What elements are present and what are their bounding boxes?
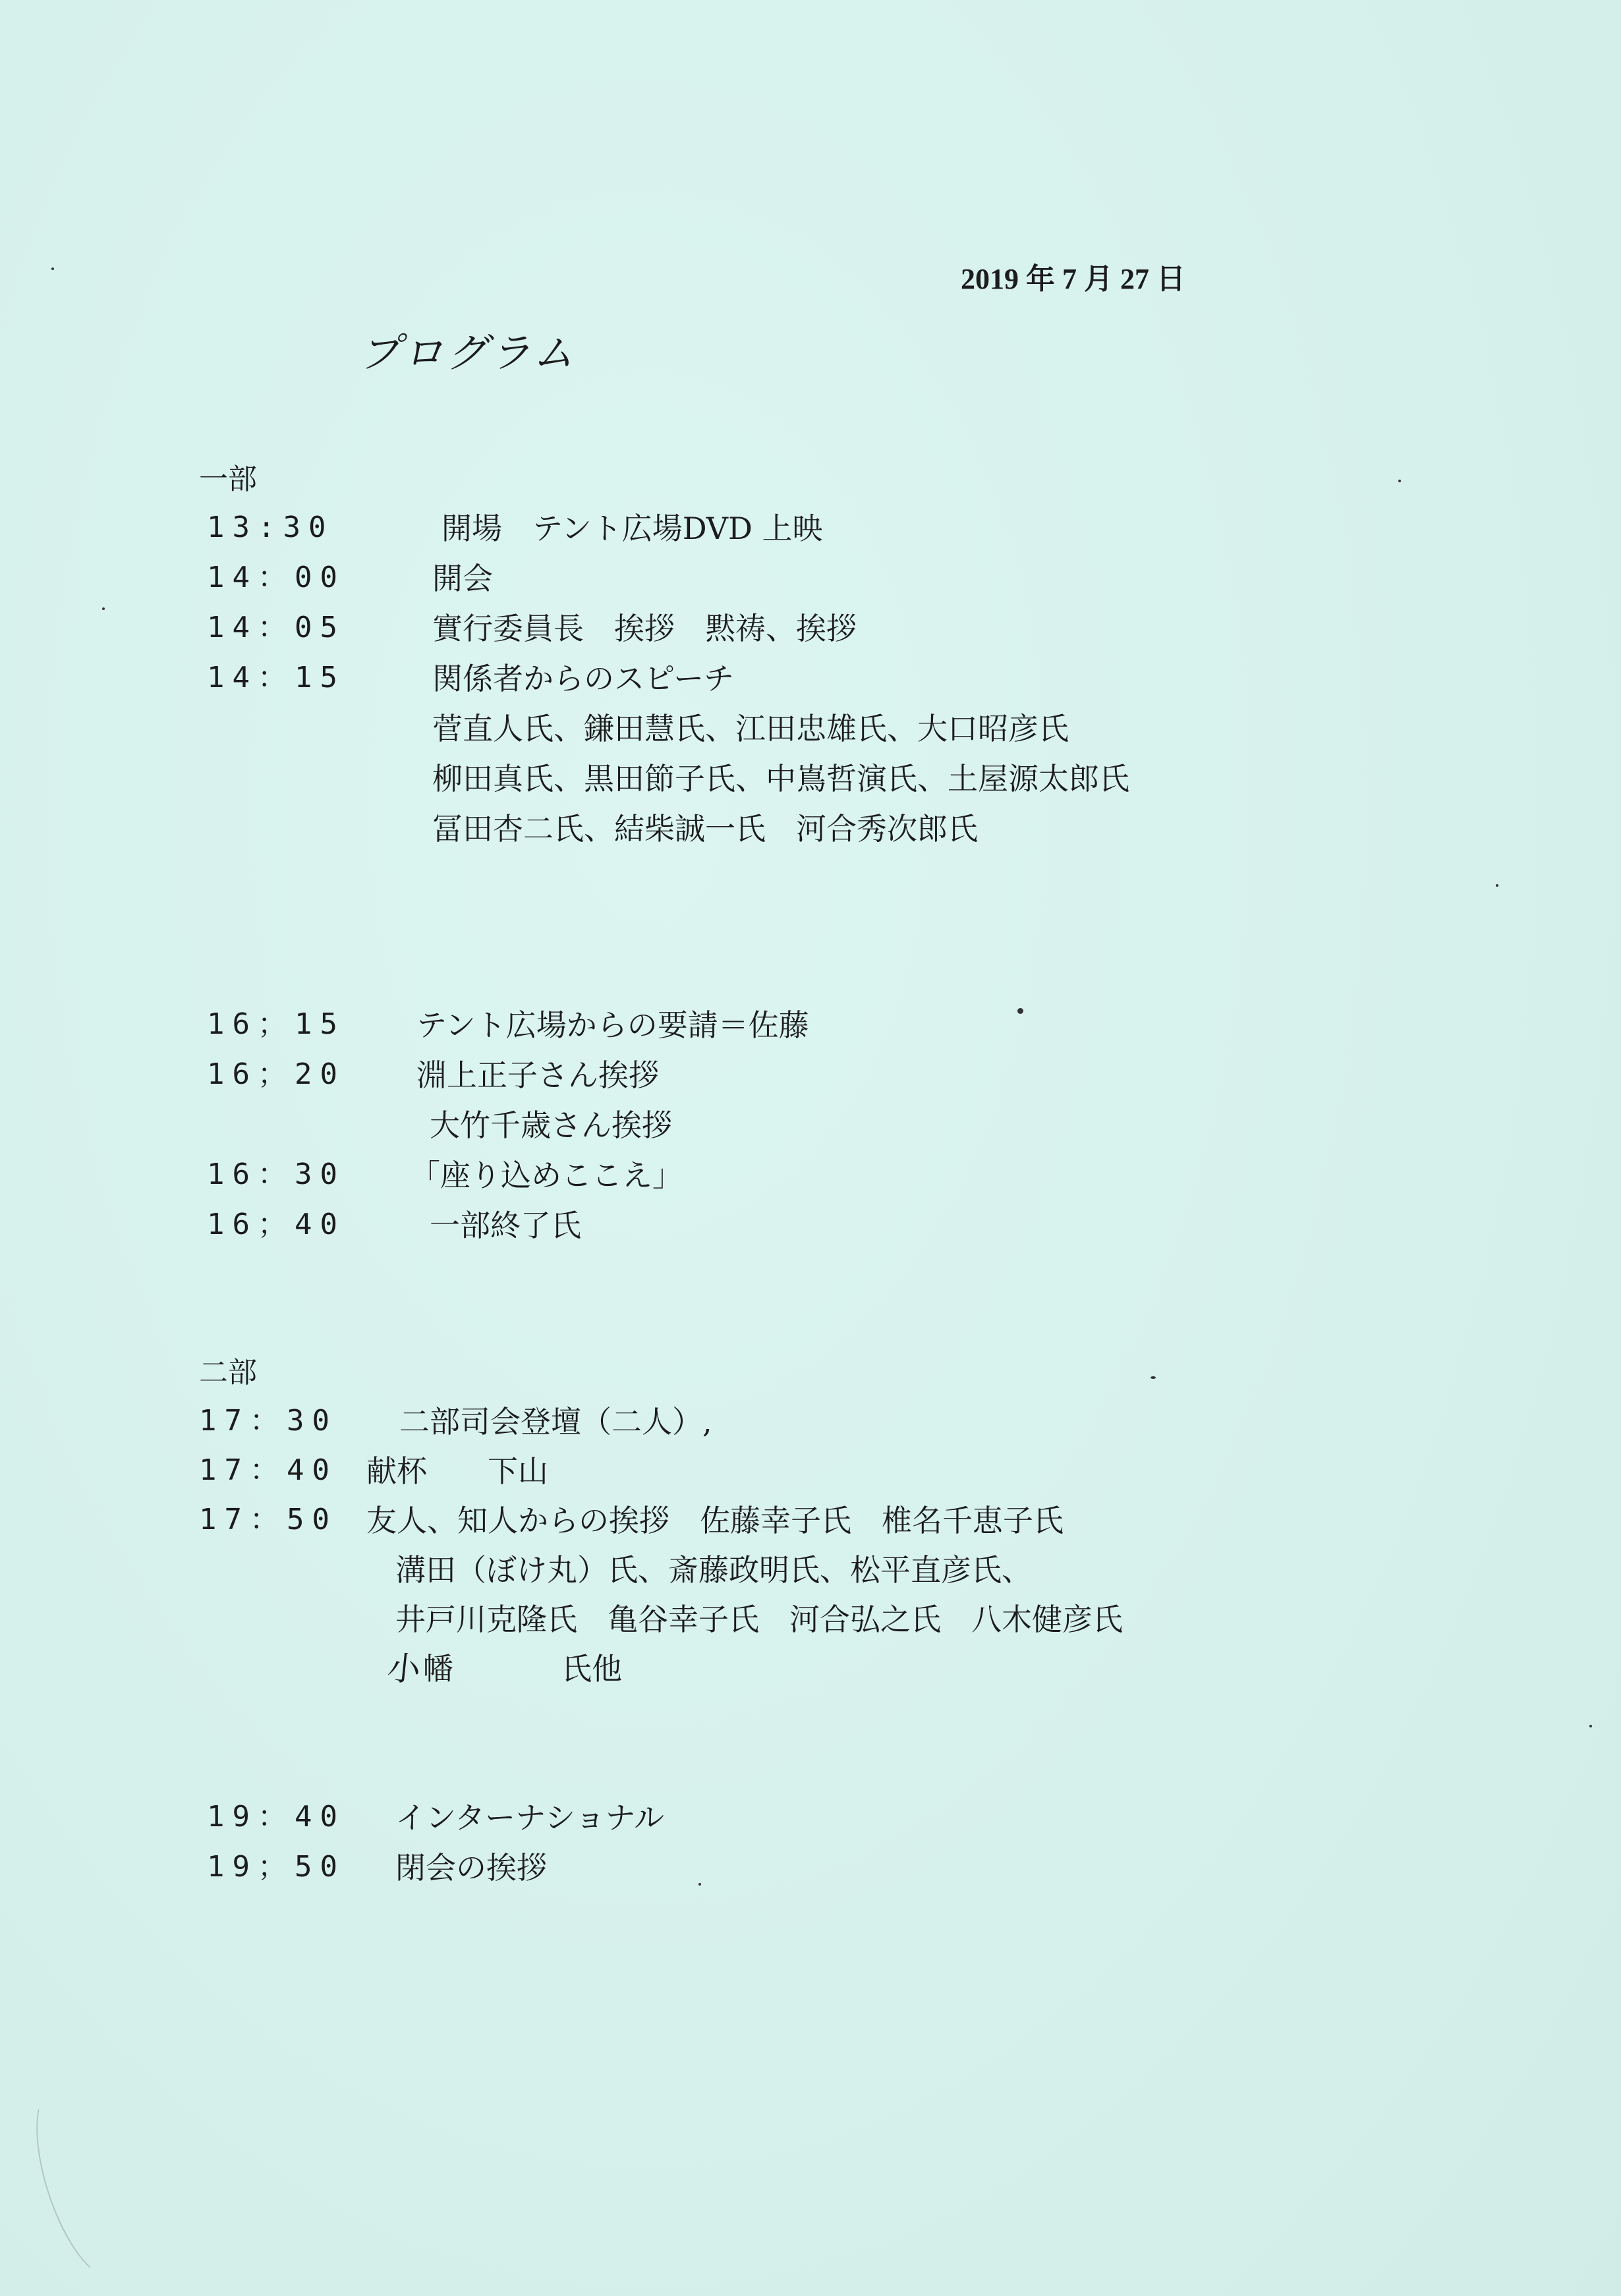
part1-item-3: 實行委員長 挨拶 黙祷、挨拶 xyxy=(432,611,857,646)
part1-time-2: 14：00 xyxy=(207,561,345,594)
part1-time-5: 16；15 xyxy=(207,1007,345,1041)
part1-item-5: テント広場からの要請＝佐藤 xyxy=(416,1007,809,1043)
part2-item-1: 二部司会登壇（二人）, xyxy=(399,1404,712,1440)
part1-item-6: 淵上正子さん挨拶 xyxy=(416,1057,659,1093)
part2-item-2: 献杯 下山 xyxy=(366,1453,548,1489)
closing-item-1: インターナショナル xyxy=(395,1800,665,1835)
part1-speakers-line-2: 柳田真氏、黒田節子氏、中嶌哲演氏、土屋源太郎氏 xyxy=(432,761,1129,797)
part1-item-4: 関係者からのスピーチ xyxy=(432,661,735,696)
document-date: 2019 年 7 月 27 日 xyxy=(961,263,1185,295)
part2-speakers-line-3-suffix: 氏他 xyxy=(561,1651,622,1687)
part1-item-7: 大竹千歳さん挨拶 xyxy=(430,1107,672,1143)
scan-speck xyxy=(1589,1725,1592,1727)
part1-item-1: 開場 テント広場DVD 上映 xyxy=(441,511,823,546)
part2-time-3: 17：50 xyxy=(199,1503,337,1536)
part1-item-8: 「座り込めここえ」 xyxy=(410,1158,683,1193)
part2-time-2: 17：40 xyxy=(199,1453,337,1487)
part1-item-2: 開会 xyxy=(432,561,493,596)
part2-heading: 二部 xyxy=(199,1356,257,1389)
part1-time-1: 13:30 xyxy=(207,511,334,544)
closing-item-2: 閉会の挨拶 xyxy=(395,1850,547,1886)
part1-time-8: 16：30 xyxy=(207,1158,345,1191)
part1-time-6: 16；20 xyxy=(207,1057,345,1091)
scan-speck xyxy=(698,1883,701,1886)
scan-speck xyxy=(1017,1008,1023,1014)
part2-speakers-line-1: 溝田（ぼけ丸）氏、斎藤政明氏、松平直彦氏、 xyxy=(395,1552,1032,1588)
part1-speakers-line-3: 冨田杏二氏、結柴誠一氏 河合秀次郎氏 xyxy=(432,811,978,847)
part2-speakers-line-3-name: 幡 xyxy=(423,1651,453,1687)
part1-time-4: 14：15 xyxy=(207,661,345,694)
scan-speck xyxy=(102,607,105,610)
scan-speck xyxy=(1398,480,1401,482)
part2-item-3: 友人、知人からの挨拶 佐藤幸子氏 椎名千恵子氏 xyxy=(366,1503,1064,1538)
part2-speakers-line-2: 井戸川克隆氏 亀谷幸子氏 河合弘之氏 八木健彦氏 xyxy=(395,1602,1123,1637)
part2-time-1: 17：30 xyxy=(199,1404,337,1438)
handwritten-character: 小 xyxy=(385,1650,423,1688)
scan-speck xyxy=(51,267,54,270)
closing-time-2: 19；50 xyxy=(207,1850,345,1884)
part1-item-9: 一部終了氏 xyxy=(430,1208,581,1243)
part1-time-9: 16；40 xyxy=(207,1208,345,1241)
scan-speck xyxy=(1496,884,1498,887)
part1-speakers-line-1: 菅直人氏、鎌田慧氏、江田忠雄氏、大口昭彦氏 xyxy=(432,711,1069,746)
paper-crease xyxy=(17,2075,150,2289)
part1-heading: 一部 xyxy=(199,462,257,496)
program-title: プログラム xyxy=(359,329,577,377)
scan-speck xyxy=(1151,1376,1156,1379)
closing-time-1: 19：40 xyxy=(207,1800,345,1834)
part1-time-3: 14：05 xyxy=(207,611,345,644)
